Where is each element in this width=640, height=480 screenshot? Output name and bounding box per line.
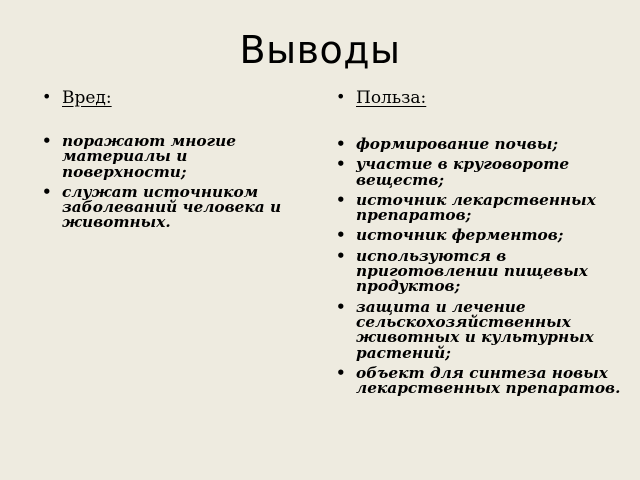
- harm-column: [40, 86, 310, 236]
- benefit-item: [334, 157, 634, 188]
- benefit-item: [334, 297, 634, 362]
- harm-item: [40, 134, 310, 180]
- benefit-heading: Польза:: [356, 88, 427, 108]
- bullet-icon: •: [42, 182, 52, 201]
- harm-list: [40, 134, 310, 231]
- bullet-icon: •: [336, 363, 346, 382]
- bullet-icon: •: [336, 190, 346, 209]
- bullet-icon: •: [336, 297, 346, 316]
- bullet-icon: •: [42, 87, 52, 106]
- benefit-item: [334, 228, 634, 243]
- benefit-item-text: источник лекарственных препаратов;: [356, 190, 596, 225]
- harm-item: [40, 182, 310, 232]
- benefit-list: [334, 137, 634, 396]
- bullet-icon: •: [336, 87, 346, 106]
- benefit-item-text: защита и лечение сельскохозяйственных животных и культурных растений;: [356, 297, 594, 362]
- benefit-heading-row: [334, 86, 634, 110]
- slide-title: Выводы: [239, 28, 401, 72]
- benefit-item: [334, 190, 634, 225]
- harm-heading-row: [40, 86, 310, 110]
- bullet-icon: •: [336, 135, 346, 153]
- benefit-item: [334, 363, 634, 398]
- benefit-item-text: формирование почвы;: [356, 135, 559, 153]
- benefit-item-text: объект для синтеза новых лекарственных препаратов.: [356, 363, 621, 398]
- benefit-item-text: источник ферментов;: [356, 226, 564, 245]
- bullet-icon: •: [42, 132, 52, 150]
- benefit-item-text: участие в круговороте веществ;: [356, 155, 570, 189]
- benefit-item-text: используются в приготовлении пищевых продуктов;: [356, 246, 588, 296]
- harm-item-text: поражают многие материалы и поверхности;: [62, 132, 237, 181]
- bullet-icon: •: [336, 155, 346, 174]
- harm-heading: Вред:: [62, 88, 112, 108]
- bullet-icon: •: [336, 246, 346, 265]
- benefit-column: [334, 86, 634, 401]
- benefit-item: [334, 246, 634, 296]
- bullet-icon: •: [336, 226, 346, 245]
- benefit-item: [334, 137, 634, 152]
- harm-item-text: служат источником заболеваний человека и животных.: [62, 182, 282, 232]
